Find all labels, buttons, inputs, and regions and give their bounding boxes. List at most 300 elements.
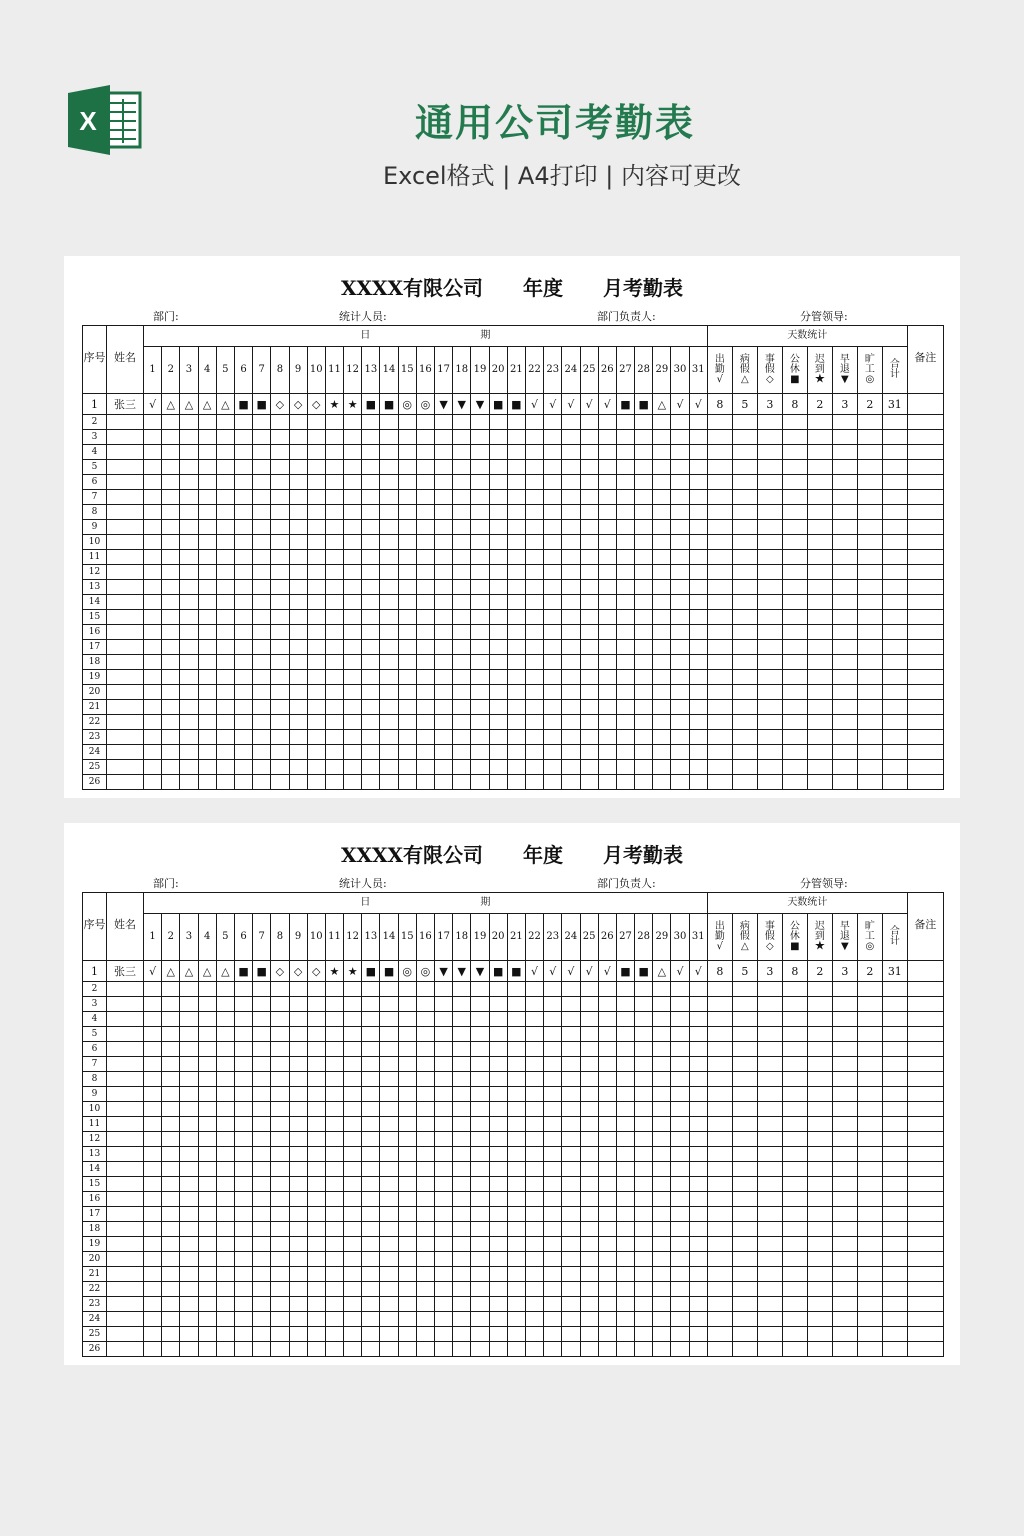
empty-cell[interactable] (707, 1222, 732, 1237)
empty-cell[interactable] (234, 1252, 252, 1267)
empty-cell[interactable] (857, 430, 882, 445)
empty-cell[interactable] (289, 700, 307, 715)
empty-cell[interactable] (807, 565, 832, 580)
empty-cell[interactable] (598, 580, 616, 595)
empty-cell[interactable] (162, 460, 180, 475)
empty-cell[interactable] (216, 1117, 234, 1132)
empty-cell[interactable] (489, 460, 507, 475)
empty-cell[interactable] (307, 1057, 325, 1072)
empty-cell[interactable] (544, 1192, 562, 1207)
empty-cell[interactable] (732, 550, 757, 565)
empty-cell[interactable] (180, 1297, 198, 1312)
empty-cell[interactable] (857, 982, 882, 997)
empty-cell[interactable] (525, 775, 543, 790)
empty-cell[interactable] (362, 1057, 380, 1072)
empty-cell[interactable] (362, 1072, 380, 1087)
empty-cell[interactable] (144, 445, 162, 460)
empty-cell[interactable] (671, 565, 689, 580)
empty-cell[interactable] (271, 1102, 289, 1117)
empty-cell[interactable] (344, 1207, 362, 1222)
empty-cell[interactable] (344, 775, 362, 790)
empty-cell[interactable] (162, 760, 180, 775)
empty-cell[interactable] (234, 730, 252, 745)
empty-cell[interactable] (616, 1342, 634, 1357)
empty-cell[interactable] (732, 1057, 757, 1072)
empty-cell[interactable] (757, 730, 782, 745)
empty-cell[interactable] (234, 1207, 252, 1222)
empty-cell[interactable] (857, 760, 882, 775)
empty-cell[interactable] (689, 715, 707, 730)
empty-cell[interactable] (180, 1147, 198, 1162)
empty-cell[interactable] (234, 1312, 252, 1327)
empty-cell[interactable] (653, 1162, 671, 1177)
empty-cell[interactable] (234, 1237, 252, 1252)
empty-cell[interactable] (544, 505, 562, 520)
empty-cell[interactable] (635, 535, 653, 550)
empty-cell[interactable] (671, 640, 689, 655)
empty-cell[interactable] (344, 505, 362, 520)
empty-cell[interactable] (689, 1102, 707, 1117)
empty-cell[interactable] (416, 1282, 434, 1297)
empty-cell[interactable] (144, 1312, 162, 1327)
empty-cell[interactable] (653, 1267, 671, 1282)
empty-cell[interactable] (198, 1132, 216, 1147)
empty-cell[interactable] (216, 1222, 234, 1237)
empty-cell[interactable] (180, 595, 198, 610)
empty-cell[interactable] (757, 1057, 782, 1072)
empty-cell[interactable] (216, 1237, 234, 1252)
empty-cell[interactable] (832, 1087, 857, 1102)
empty-cell[interactable] (857, 685, 882, 700)
empty-cell[interactable] (882, 1072, 907, 1087)
empty-cell[interactable] (782, 415, 807, 430)
empty-cell[interactable] (234, 415, 252, 430)
empty-cell[interactable] (580, 535, 598, 550)
empty-cell[interactable] (471, 730, 489, 745)
empty-cell[interactable] (234, 1327, 252, 1342)
empty-cell[interactable] (757, 1237, 782, 1252)
empty-cell[interactable] (198, 997, 216, 1012)
empty-cell[interactable] (344, 685, 362, 700)
empty-cell[interactable] (216, 1312, 234, 1327)
empty-cell[interactable] (857, 1117, 882, 1132)
empty-cell[interactable] (653, 1327, 671, 1342)
empty-cell[interactable] (289, 670, 307, 685)
empty-cell[interactable] (271, 1177, 289, 1192)
empty-cell[interactable] (882, 565, 907, 580)
empty-cell[interactable] (671, 1147, 689, 1162)
empty-cell[interactable] (635, 1027, 653, 1042)
empty-cell[interactable] (562, 1312, 580, 1327)
empty-cell[interactable] (907, 535, 943, 550)
empty-cell[interactable] (635, 520, 653, 535)
empty-cell[interactable] (180, 1252, 198, 1267)
empty-cell[interactable] (198, 505, 216, 520)
empty-cell[interactable] (525, 1162, 543, 1177)
empty-cell[interactable] (616, 535, 634, 550)
empty-cell[interactable] (732, 1042, 757, 1057)
empty-cell[interactable] (289, 775, 307, 790)
empty-cell[interactable] (882, 580, 907, 595)
empty-cell[interactable] (271, 640, 289, 655)
empty-cell[interactable] (325, 760, 343, 775)
empty-cell[interactable] (307, 745, 325, 760)
empty-cell[interactable] (635, 415, 653, 430)
empty-cell[interactable] (782, 520, 807, 535)
empty-cell[interactable] (362, 1117, 380, 1132)
empty-cell[interactable] (807, 1237, 832, 1252)
empty-cell[interactable] (616, 1102, 634, 1117)
attendance-mark[interactable]: ■ (616, 961, 634, 982)
empty-cell[interactable] (398, 1312, 416, 1327)
empty-cell[interactable] (882, 460, 907, 475)
empty-cell[interactable] (689, 595, 707, 610)
empty-cell[interactable] (271, 700, 289, 715)
empty-cell[interactable] (325, 1117, 343, 1132)
empty-cell[interactable] (289, 1312, 307, 1327)
empty-cell[interactable] (782, 475, 807, 490)
empty-cell[interactable] (289, 505, 307, 520)
empty-cell[interactable] (580, 1027, 598, 1042)
empty-cell[interactable] (489, 1072, 507, 1087)
empty-cell[interactable] (107, 1102, 144, 1117)
empty-cell[interactable] (635, 1312, 653, 1327)
empty-cell[interactable] (362, 685, 380, 700)
attendance-mark[interactable]: ◇ (289, 961, 307, 982)
empty-cell[interactable] (757, 655, 782, 670)
empty-cell[interactable] (857, 490, 882, 505)
empty-cell[interactable] (471, 610, 489, 625)
empty-cell[interactable] (732, 1117, 757, 1132)
empty-cell[interactable] (857, 1297, 882, 1312)
empty-cell[interactable] (507, 430, 525, 445)
empty-cell[interactable] (435, 430, 453, 445)
empty-cell[interactable] (453, 1102, 471, 1117)
empty-cell[interactable] (782, 982, 807, 997)
empty-cell[interactable] (362, 700, 380, 715)
empty-cell[interactable] (489, 445, 507, 460)
empty-cell[interactable] (807, 1177, 832, 1192)
empty-cell[interactable] (525, 1117, 543, 1132)
attendance-mark[interactable]: ◇ (307, 961, 325, 982)
empty-cell[interactable] (453, 1327, 471, 1342)
empty-cell[interactable] (271, 475, 289, 490)
empty-cell[interactable] (253, 460, 271, 475)
empty-cell[interactable] (635, 1327, 653, 1342)
empty-cell[interactable] (907, 640, 943, 655)
empty-cell[interactable] (707, 1132, 732, 1147)
empty-cell[interactable] (198, 535, 216, 550)
empty-cell[interactable] (144, 760, 162, 775)
empty-cell[interactable] (307, 1087, 325, 1102)
empty-cell[interactable] (616, 775, 634, 790)
empty-cell[interactable] (689, 415, 707, 430)
empty-cell[interactable] (307, 475, 325, 490)
empty-cell[interactable] (635, 1207, 653, 1222)
empty-cell[interactable] (707, 625, 732, 640)
empty-cell[interactable] (635, 475, 653, 490)
empty-cell[interactable] (344, 490, 362, 505)
empty-cell[interactable] (807, 445, 832, 460)
empty-cell[interactable] (453, 505, 471, 520)
empty-cell[interactable] (544, 415, 562, 430)
empty-cell[interactable] (325, 565, 343, 580)
empty-cell[interactable] (271, 760, 289, 775)
empty-cell[interactable] (216, 1327, 234, 1342)
attendance-mark[interactable]: ▼ (435, 961, 453, 982)
empty-cell[interactable] (757, 1342, 782, 1357)
empty-cell[interactable] (380, 1012, 398, 1027)
empty-cell[interactable] (757, 745, 782, 760)
empty-cell[interactable] (635, 1297, 653, 1312)
empty-cell[interactable] (882, 997, 907, 1012)
empty-cell[interactable] (544, 595, 562, 610)
empty-cell[interactable] (107, 490, 144, 505)
empty-cell[interactable] (234, 445, 252, 460)
empty-cell[interactable] (562, 460, 580, 475)
empty-cell[interactable] (782, 1102, 807, 1117)
empty-cell[interactable] (144, 1057, 162, 1072)
empty-cell[interactable] (671, 1102, 689, 1117)
empty-cell[interactable] (757, 1282, 782, 1297)
empty-cell[interactable] (380, 430, 398, 445)
empty-cell[interactable] (689, 1012, 707, 1027)
empty-cell[interactable] (857, 1057, 882, 1072)
empty-cell[interactable] (398, 1342, 416, 1357)
empty-cell[interactable] (362, 715, 380, 730)
empty-cell[interactable] (732, 1027, 757, 1042)
empty-cell[interactable] (471, 460, 489, 475)
attendance-mark[interactable]: √ (525, 394, 543, 415)
empty-cell[interactable] (562, 475, 580, 490)
empty-cell[interactable] (882, 1012, 907, 1027)
empty-cell[interactable] (580, 1072, 598, 1087)
empty-cell[interactable] (416, 775, 434, 790)
empty-cell[interactable] (707, 460, 732, 475)
empty-cell[interactable] (653, 745, 671, 760)
empty-cell[interactable] (580, 1057, 598, 1072)
empty-cell[interactable] (562, 535, 580, 550)
empty-cell[interactable] (325, 1297, 343, 1312)
empty-cell[interactable] (616, 1042, 634, 1057)
empty-cell[interactable] (398, 1072, 416, 1087)
empty-cell[interactable] (757, 685, 782, 700)
empty-cell[interactable] (616, 565, 634, 580)
empty-cell[interactable] (471, 625, 489, 640)
empty-cell[interactable] (234, 775, 252, 790)
empty-cell[interactable] (471, 775, 489, 790)
empty-cell[interactable] (398, 580, 416, 595)
empty-cell[interactable] (234, 1027, 252, 1042)
empty-cell[interactable] (107, 595, 144, 610)
empty-cell[interactable] (635, 1042, 653, 1057)
empty-cell[interactable] (398, 520, 416, 535)
empty-cell[interactable] (580, 1177, 598, 1192)
stat-value[interactable]: 31 (882, 961, 907, 982)
empty-cell[interactable] (882, 760, 907, 775)
empty-cell[interactable] (144, 1252, 162, 1267)
empty-cell[interactable] (489, 550, 507, 565)
empty-cell[interactable] (857, 550, 882, 565)
empty-cell[interactable] (832, 1132, 857, 1147)
empty-cell[interactable] (832, 580, 857, 595)
attendance-mark[interactable]: ▼ (435, 394, 453, 415)
empty-cell[interactable] (562, 1222, 580, 1237)
empty-cell[interactable] (635, 1252, 653, 1267)
empty-cell[interactable] (144, 460, 162, 475)
empty-cell[interactable] (857, 1132, 882, 1147)
empty-cell[interactable] (689, 1252, 707, 1267)
empty-cell[interactable] (162, 997, 180, 1012)
empty-cell[interactable] (435, 595, 453, 610)
attendance-mark[interactable]: √ (598, 961, 616, 982)
empty-cell[interactable] (253, 1057, 271, 1072)
empty-cell[interactable] (757, 982, 782, 997)
empty-cell[interactable] (362, 1312, 380, 1327)
empty-cell[interactable] (507, 580, 525, 595)
empty-cell[interactable] (707, 1192, 732, 1207)
empty-cell[interactable] (689, 430, 707, 445)
empty-cell[interactable] (807, 1012, 832, 1027)
empty-cell[interactable] (689, 1327, 707, 1342)
empty-cell[interactable] (180, 445, 198, 460)
empty-cell[interactable] (471, 745, 489, 760)
empty-cell[interactable] (435, 565, 453, 580)
empty-cell[interactable] (198, 445, 216, 460)
empty-cell[interactable] (435, 1342, 453, 1357)
empty-cell[interactable] (732, 1102, 757, 1117)
empty-cell[interactable] (689, 1042, 707, 1057)
empty-cell[interactable] (489, 610, 507, 625)
empty-cell[interactable] (653, 580, 671, 595)
empty-cell[interactable] (832, 415, 857, 430)
empty-cell[interactable] (198, 610, 216, 625)
empty-cell[interactable] (857, 700, 882, 715)
empty-cell[interactable] (144, 1192, 162, 1207)
empty-cell[interactable] (271, 1252, 289, 1267)
empty-cell[interactable] (907, 445, 943, 460)
empty-cell[interactable] (234, 1147, 252, 1162)
empty-cell[interactable] (253, 430, 271, 445)
empty-cell[interactable] (234, 1132, 252, 1147)
empty-cell[interactable] (732, 565, 757, 580)
empty-cell[interactable] (707, 1087, 732, 1102)
empty-cell[interactable] (689, 550, 707, 565)
empty-cell[interactable] (562, 1327, 580, 1342)
empty-cell[interactable] (732, 535, 757, 550)
empty-cell[interactable] (144, 430, 162, 445)
empty-cell[interactable] (616, 1252, 634, 1267)
empty-cell[interactable] (253, 595, 271, 610)
empty-cell[interactable] (234, 1057, 252, 1072)
empty-cell[interactable] (857, 1177, 882, 1192)
empty-cell[interactable] (525, 1087, 543, 1102)
empty-cell[interactable] (180, 670, 198, 685)
empty-cell[interactable] (253, 490, 271, 505)
empty-cell[interactable] (435, 1012, 453, 1027)
empty-cell[interactable] (307, 997, 325, 1012)
empty-cell[interactable] (653, 1177, 671, 1192)
empty-cell[interactable] (598, 1252, 616, 1267)
empty-cell[interactable] (671, 550, 689, 565)
empty-cell[interactable] (671, 445, 689, 460)
empty-cell[interactable] (380, 1342, 398, 1357)
attendance-mark[interactable]: √ (562, 961, 580, 982)
empty-cell[interactable] (271, 655, 289, 670)
empty-cell[interactable] (832, 715, 857, 730)
empty-cell[interactable] (507, 1342, 525, 1357)
empty-cell[interactable] (289, 1327, 307, 1342)
empty-cell[interactable] (857, 775, 882, 790)
empty-cell[interactable] (653, 1132, 671, 1147)
empty-cell[interactable] (562, 1087, 580, 1102)
empty-cell[interactable] (471, 1342, 489, 1357)
empty-cell[interactable] (807, 1192, 832, 1207)
empty-cell[interactable] (832, 520, 857, 535)
empty-cell[interactable] (325, 1042, 343, 1057)
empty-cell[interactable] (380, 565, 398, 580)
empty-cell[interactable] (671, 1237, 689, 1252)
empty-cell[interactable] (525, 625, 543, 640)
empty-cell[interactable] (398, 1207, 416, 1222)
empty-cell[interactable] (907, 1027, 943, 1042)
empty-cell[interactable] (882, 1267, 907, 1282)
empty-cell[interactable] (289, 460, 307, 475)
empty-cell[interactable] (857, 655, 882, 670)
empty-cell[interactable] (635, 1192, 653, 1207)
stat-value[interactable]: 2 (807, 961, 832, 982)
empty-cell[interactable] (857, 475, 882, 490)
empty-cell[interactable] (144, 1282, 162, 1297)
empty-cell[interactable] (507, 1267, 525, 1282)
empty-cell[interactable] (671, 670, 689, 685)
empty-cell[interactable] (544, 610, 562, 625)
empty-cell[interactable] (325, 415, 343, 430)
empty-cell[interactable] (435, 475, 453, 490)
empty-cell[interactable] (198, 580, 216, 595)
empty-cell[interactable] (416, 1267, 434, 1282)
attendance-mark[interactable]: ◎ (416, 394, 434, 415)
empty-cell[interactable] (471, 1237, 489, 1252)
empty-cell[interactable] (198, 1072, 216, 1087)
empty-cell[interactable] (253, 640, 271, 655)
empty-cell[interactable] (907, 1207, 943, 1222)
empty-cell[interactable] (271, 1012, 289, 1027)
empty-cell[interactable] (562, 610, 580, 625)
empty-cell[interactable] (507, 1252, 525, 1267)
empty-cell[interactable] (162, 715, 180, 730)
empty-cell[interactable] (271, 445, 289, 460)
empty-cell[interactable] (616, 982, 634, 997)
empty-cell[interactable] (832, 685, 857, 700)
empty-cell[interactable] (562, 1102, 580, 1117)
stat-value[interactable]: 2 (807, 394, 832, 415)
empty-cell[interactable] (807, 1117, 832, 1132)
empty-cell[interactable] (180, 760, 198, 775)
empty-cell[interactable] (453, 430, 471, 445)
empty-cell[interactable] (435, 1177, 453, 1192)
empty-cell[interactable] (198, 655, 216, 670)
empty-cell[interactable] (489, 1267, 507, 1282)
empty-cell[interactable] (525, 1282, 543, 1297)
empty-cell[interactable] (782, 655, 807, 670)
empty-cell[interactable] (616, 550, 634, 565)
empty-cell[interactable] (216, 730, 234, 745)
empty-cell[interactable] (162, 1192, 180, 1207)
empty-cell[interactable] (180, 1162, 198, 1177)
empty-cell[interactable] (635, 1222, 653, 1237)
empty-cell[interactable] (107, 982, 144, 997)
